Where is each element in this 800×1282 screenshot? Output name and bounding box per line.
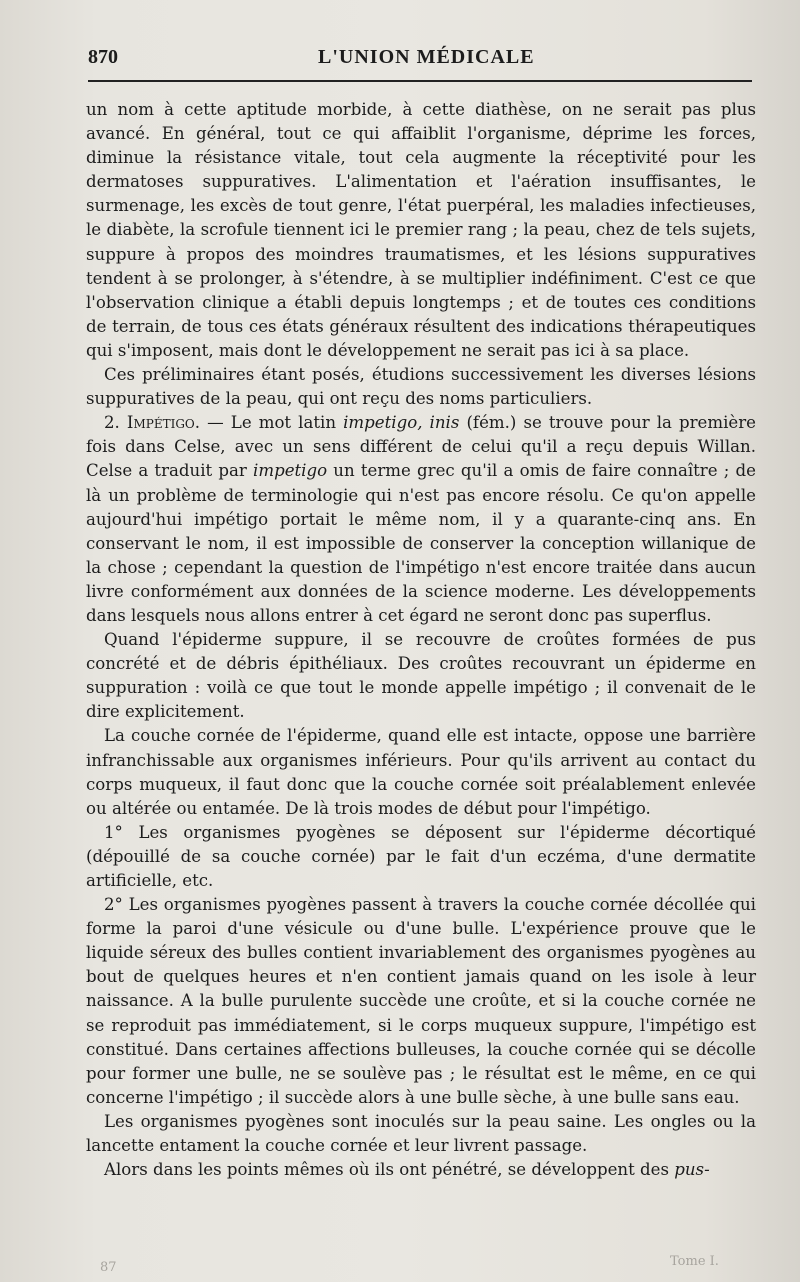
page-number: 870 — [88, 46, 118, 68]
paragraph-text: un terme grec qu'il a omis de faire connaître ; de là un problème de terminologie qui n'est pas encore résolu. Ce qu'on appelle aujourd'hui impétigo portait le même nom, il y a quarante-cinq ans. En conservant le nom, il est impossible de conserver la conception willanique de la chose ; cependant la question de l'impétigo n'est encore traitée dans aucun livre conformément aux données de la science moderne. Les développements dans lesquels nous allons entrer à cet égard ne seront donc pas superflus. — [86, 461, 756, 625]
paragraph: Les organismes pyogènes sont inoculés sur la peau saine. Les ongles ou la lancette entament la couche cornée et leur livrent passage. — [86, 1111, 756, 1156]
paragraph-text: Alors dans les points mêmes où ils ont pénétré, se développent des — [104, 1160, 675, 1180]
latin-term: pus- — [674, 1160, 710, 1180]
footer-volume: Tome I. — [670, 1254, 719, 1269]
paragraph: 1° Les organismes pyogènes se déposent sur l'épiderme décortiqué (dépouillé de sa couche cornée) par le fait d'un eczéma, d'une dermatite artificielle, etc. — [86, 822, 756, 890]
paragraph-text: (fém.) se trouve pour la première fois dans Celse, avec un sens différent de celui qu'il a reçu depuis Willan. Celse a traduit par — [86, 413, 756, 481]
footer-signature: 87 — [100, 1260, 117, 1275]
paragraph-text: — Le mot latin — [200, 413, 344, 433]
running-head: L'UNION MÉDICALE — [318, 46, 535, 68]
paragraph: La couche cornée de l'épiderme, quand elle est intacte, oppose une barrière infranchissable aux organismes inférieurs. Pour qu'ils arrivent au contact du corps muqueux, il faut donc que la couche cornée soit préalablement enlevée ou altérée ou entamée. De là trois modes de début pour l'impétigo. — [86, 726, 756, 818]
section-heading: Impétigo. — [126, 413, 201, 433]
section-number: 2. — [104, 413, 120, 433]
paragraph: un nom à cette aptitude morbide, à cette diathèse, on ne serait pas plus avancé. En général, tout ce qui affaiblit l'organisme, déprime les forces, diminue la résistance vitale, tout cela augmente la réceptivité pour les dermatoses suppuratives. L'alimentation et l'aération insuffisantes, le surmenage, les excès de tout genre, l'état puerpéral, les maladies infectieuses, le diabète, la scrofule tiennent ici le premier rang ; la peau, chez de tels sujets, suppure à propos des moindres traumatismes, et les lésions suppuratives tendent à se prolonger, à s'étendre, à se multiplier indéfiniment. C'est ce que l'observation clinique a établi depuis longtemps ; et de toutes ces conditions de terrain, de tous ces états généraux résultent des indications thérapeutiques qui s'imposent, mais dont le développement ne serait pas ici à sa place. — [86, 100, 756, 360]
paragraph — [86, 1158, 756, 1182]
page-header — [88, 44, 758, 74]
paragraph: 2° Les organismes pyogènes passent à travers la couche cornée décollée qui forme la paroi d'une vésicule ou d'une bulle. L'expérience prouve que le liquide séreux des bulles contient invariablement des organismes pyogènes au bout de quelques heures et n'en contient jamais quand on les isole à leur naissance. A la bulle purulente succède une croûte, et si la couche cornée ne se reproduit pas immédiatement, si le corps muqueux suppure, l'impétigo est constitué. Dans certaines affections bulleuses, la couche cornée qui se décolle pour former une bulle, ne se soulève pas ; le résultat est le même, en ce qui concerne l'impétigo ; il succède alors à une bulle sèche, à une bulle sans eau. — [86, 895, 756, 1107]
latin-term: impetigo — [253, 461, 328, 481]
page-footer — [100, 1236, 770, 1276]
article-body — [86, 98, 756, 1182]
paragraph-impetigo — [86, 411, 756, 628]
latin-term: impetigo, inis — [343, 413, 460, 433]
header-rule — [88, 80, 752, 82]
paragraph: Ces préliminaires étant posés, étudions successivement les diverses lésions suppuratives de la peau, qui ont reçu des noms particuliers. — [86, 365, 756, 409]
paragraph: Quand l'épiderme suppure, il se recouvre de croûtes formées de pus concrété et de débris épithéliaux. Des croûtes recouvrant un épiderme en suppuration : voilà ce que tout le monde appelle impétigo ; il convenait de le dire explicitement. — [86, 630, 756, 722]
